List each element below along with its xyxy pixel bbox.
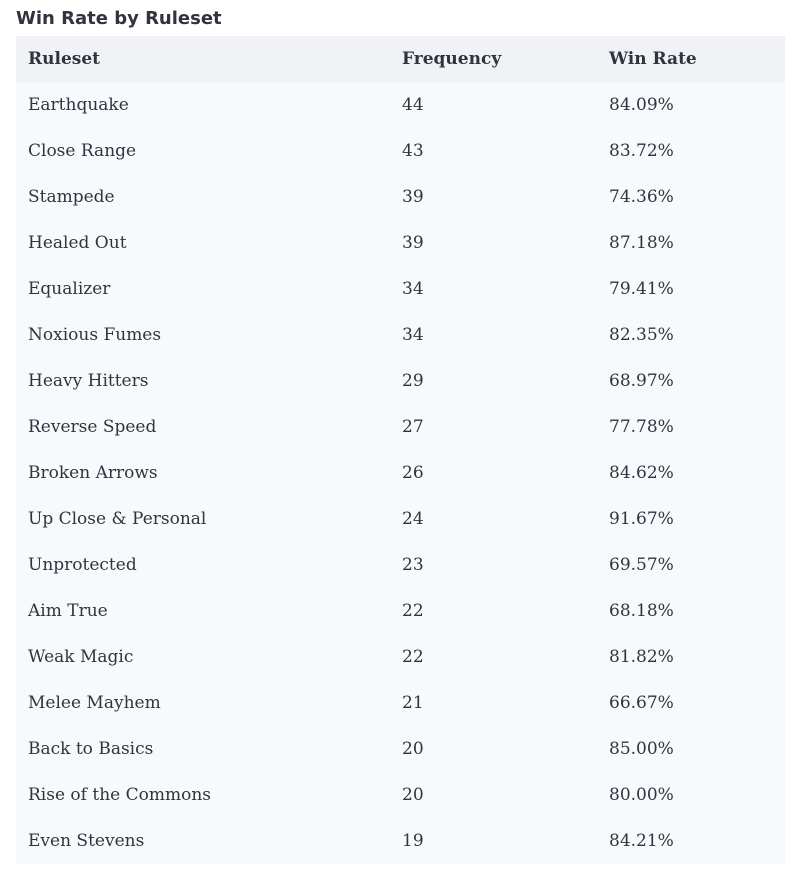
cell-frequency: 21 — [402, 693, 424, 713]
column-header-win-rate[interactable]: Win Rate — [609, 49, 697, 69]
table-row — [16, 588, 785, 634]
table-row — [16, 404, 785, 450]
column-header-frequency[interactable]: Frequency — [402, 49, 502, 69]
table-row — [16, 680, 785, 726]
cell-ruleset: Unprotected — [28, 555, 137, 575]
cell-frequency: 19 — [402, 831, 424, 851]
cell-win-rate: 84.09% — [609, 95, 674, 115]
cell-win-rate: 83.72% — [609, 141, 674, 161]
cell-ruleset: Reverse Speed — [28, 417, 157, 437]
table-row — [16, 312, 785, 358]
cell-win-rate: 66.67% — [609, 693, 674, 713]
cell-frequency: 29 — [402, 371, 424, 391]
cell-ruleset: Even Stevens — [28, 831, 145, 851]
cell-win-rate: 84.21% — [609, 831, 674, 851]
column-header-ruleset[interactable]: Ruleset — [28, 49, 101, 69]
cell-win-rate: 69.57% — [609, 555, 674, 575]
table-row — [16, 266, 785, 312]
cell-frequency: 23 — [402, 555, 424, 575]
cell-frequency: 20 — [402, 785, 424, 805]
cell-win-rate: 74.36% — [609, 187, 674, 207]
ruleset-table-container[interactable] — [16, 36, 785, 864]
table-row — [16, 726, 785, 772]
cell-frequency: 34 — [402, 279, 424, 299]
table-body — [16, 82, 785, 864]
cell-ruleset: Aim True — [28, 601, 108, 621]
ruleset-table — [16, 36, 785, 864]
cell-ruleset: Weak Magic — [28, 647, 134, 667]
cell-ruleset: Stampede — [28, 187, 115, 207]
cell-win-rate: 80.00% — [609, 785, 674, 805]
cell-frequency: 22 — [402, 601, 424, 621]
cell-frequency: 34 — [402, 325, 424, 345]
cell-frequency: 24 — [402, 509, 424, 529]
cell-win-rate: 81.82% — [609, 647, 674, 667]
cell-ruleset: Noxious Fumes — [28, 325, 162, 345]
cell-ruleset: Rise of the Commons — [28, 785, 211, 805]
cell-ruleset: Broken Arrows — [28, 463, 158, 483]
cell-frequency: 22 — [402, 647, 424, 667]
cell-win-rate: 91.67% — [609, 509, 674, 529]
table-row — [16, 82, 785, 128]
table-row — [16, 358, 785, 404]
cell-ruleset: Earthquake — [28, 95, 129, 115]
cell-ruleset: Close Range — [28, 141, 137, 161]
cell-ruleset: Equalizer — [28, 279, 111, 299]
cell-frequency: 26 — [402, 463, 424, 483]
cell-frequency: 27 — [402, 417, 424, 437]
cell-frequency: 39 — [402, 187, 424, 207]
table-row — [16, 174, 785, 220]
cell-win-rate: 87.18% — [609, 233, 674, 253]
cell-frequency: 20 — [402, 739, 424, 759]
cell-win-rate: 85.00% — [609, 739, 674, 759]
table-title: Win Rate by Ruleset — [16, 8, 222, 29]
cell-win-rate: 68.18% — [609, 601, 674, 621]
table-row — [16, 818, 785, 864]
cell-ruleset: Melee Mayhem — [28, 693, 161, 713]
cell-win-rate: 68.97% — [609, 371, 674, 391]
cell-ruleset: Healed Out — [28, 233, 127, 253]
cell-win-rate: 82.35% — [609, 325, 674, 345]
table-row — [16, 220, 785, 266]
table-row — [16, 542, 785, 588]
cell-win-rate: 84.62% — [609, 463, 674, 483]
cell-ruleset: Heavy Hitters — [28, 371, 149, 391]
cell-ruleset: Back to Basics — [28, 739, 154, 759]
table-row — [16, 496, 785, 542]
cell-win-rate: 79.41% — [609, 279, 674, 299]
table-row — [16, 128, 785, 174]
cell-frequency: 39 — [402, 233, 424, 253]
header-row — [16, 36, 785, 82]
cell-win-rate: 77.78% — [609, 417, 674, 437]
cell-frequency: 43 — [402, 141, 424, 161]
table-row — [16, 634, 785, 680]
table-row — [16, 772, 785, 818]
cell-ruleset: Up Close & Personal — [28, 509, 207, 529]
cell-frequency: 44 — [402, 95, 424, 115]
table-row — [16, 450, 785, 496]
